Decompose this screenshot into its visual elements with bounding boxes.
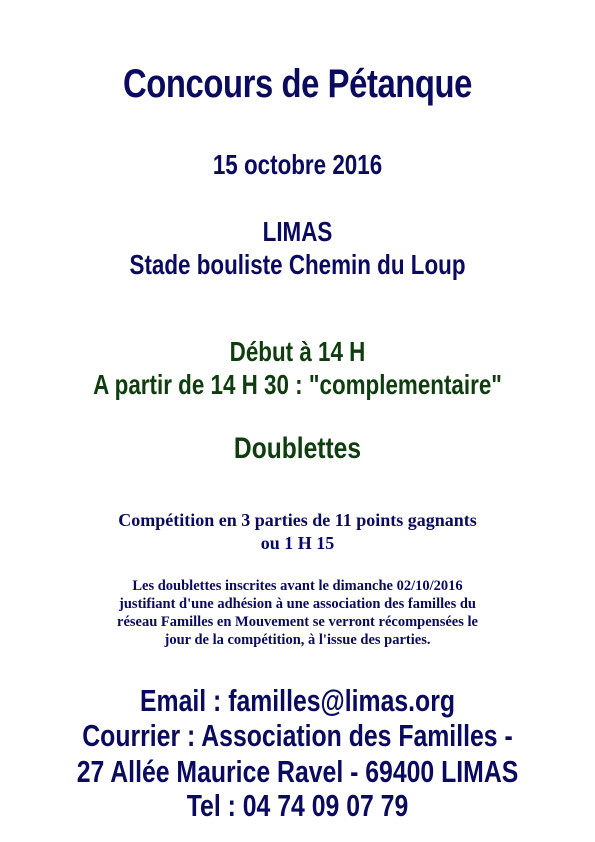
registration-note (0, 577, 595, 649)
contact-mail: Courrier : Association des Familles - (82, 718, 513, 753)
registration-note-line-3: réseau Familles en Mouvement se verront récompensées le (117, 614, 478, 630)
competition-rules-line-1: Compétition en 3 parties de 11 points gagnants (118, 510, 477, 530)
tournament-format: Doublettes (233, 432, 362, 465)
registration-note-line-4: jour de la compétition, à l'issue des parties. (164, 632, 431, 648)
contact-email: Email : familles@limas.org (139, 683, 456, 718)
contact-phone: Tel : 04 74 09 07 79 (186, 788, 409, 823)
competition-rules-line-2: ou 1 H 15 (260, 533, 335, 553)
location-city: LIMAS (262, 216, 333, 247)
contact-address: 27 Allée Maurice Ravel - 69400 LIMAS (76, 754, 519, 789)
registration-note-line-1: Les doublettes inscrites avant le dimanche 02/10/2016 (132, 578, 463, 594)
poster-title: Concours de Pétanque (122, 62, 473, 106)
registration-note-line-2: justifiant d'une adhésion à une association des familles du (119, 596, 476, 612)
complementary-time: A partir de 14 H 30 : "complementaire" (93, 369, 502, 400)
location-venue: Stade bouliste Chemin du Loup (129, 249, 466, 280)
event-date: 15 octobre 2016 (212, 149, 383, 180)
start-time: Début à 14 H (229, 336, 366, 367)
